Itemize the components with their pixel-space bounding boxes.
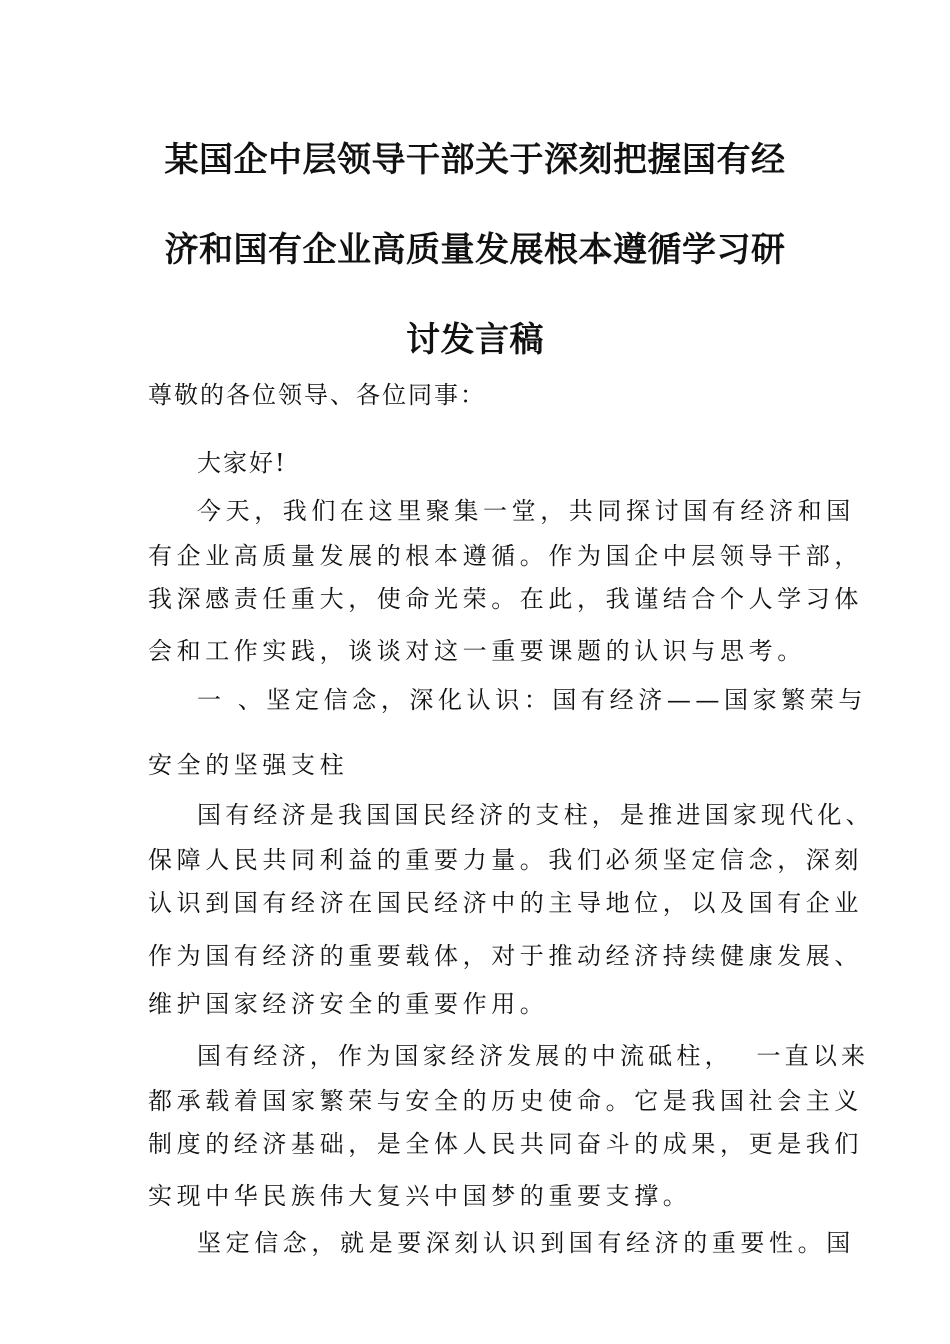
paragraph-2-line-2: 保障人民共同利益的重要力量。我们必须坚定信念，深刻	[148, 846, 863, 874]
paragraph-2-line-1: 国有经济是我国国民经济的支柱，是推进国家现代化、	[197, 801, 874, 829]
paragraph-3-line-2: 都承载着国家繁荣与安全的历史使命。它是我国社会主义	[148, 1087, 863, 1115]
paragraph-3-line-3: 制度的经济基础，是全体人民共同奋斗的成果，更是我们	[148, 1130, 863, 1158]
document-title-line-3: 讨发言稿	[406, 320, 544, 360]
paragraph-2-line-5: 维护国家经济安全的重要作用。	[148, 990, 549, 1018]
paragraph-1-line-3: 我深感责任重大，使命光荣。在此，我谨结合个人学习体	[148, 585, 863, 613]
document-title-line-1: 某国企中层领导干部关于深刻把握国有经	[164, 140, 786, 180]
document-title-line-2: 济和国有企业高质量发展根本遵循学习研	[164, 230, 786, 270]
paragraph-4-line-1: 坚定信念，就是要深刻认识到国有经济的重要性。国	[197, 1229, 855, 1257]
paragraph-1-line-1: 今天，我们在这里聚集一堂，共同探讨国有经济和国	[197, 497, 855, 525]
salutation: 尊敬的各位领导、各位同事：	[148, 381, 486, 409]
paragraph-3-line-1: 国有经济，作为国家经济发展的中流砥柱， 一直以来	[197, 1042, 870, 1070]
paragraph-3-line-4: 实现中华民族伟大复兴中国梦的重要支撑。	[148, 1182, 692, 1210]
paragraph-2-line-3: 认识到国有经济在国民经济中的主导地位，以及国有企业	[148, 889, 863, 917]
paragraph-2-line-4: 作为国有经济的重要载体，对于推动经济持续健康发展、	[148, 942, 863, 970]
greeting: 大家好!	[197, 449, 287, 477]
paragraph-1-line-2: 有企业高质量发展的根本遵循。作为国企中层领导干部，	[148, 542, 863, 570]
section-heading-line-2: 安全的坚强支柱	[148, 751, 349, 779]
section-heading-line-1: 一 、坚定信念，深化认识：国有经济——国家繁荣与	[197, 686, 868, 714]
paragraph-1-line-4: 会和工作实践，谈谈对这一重要课题的认识与思考。	[148, 637, 806, 665]
